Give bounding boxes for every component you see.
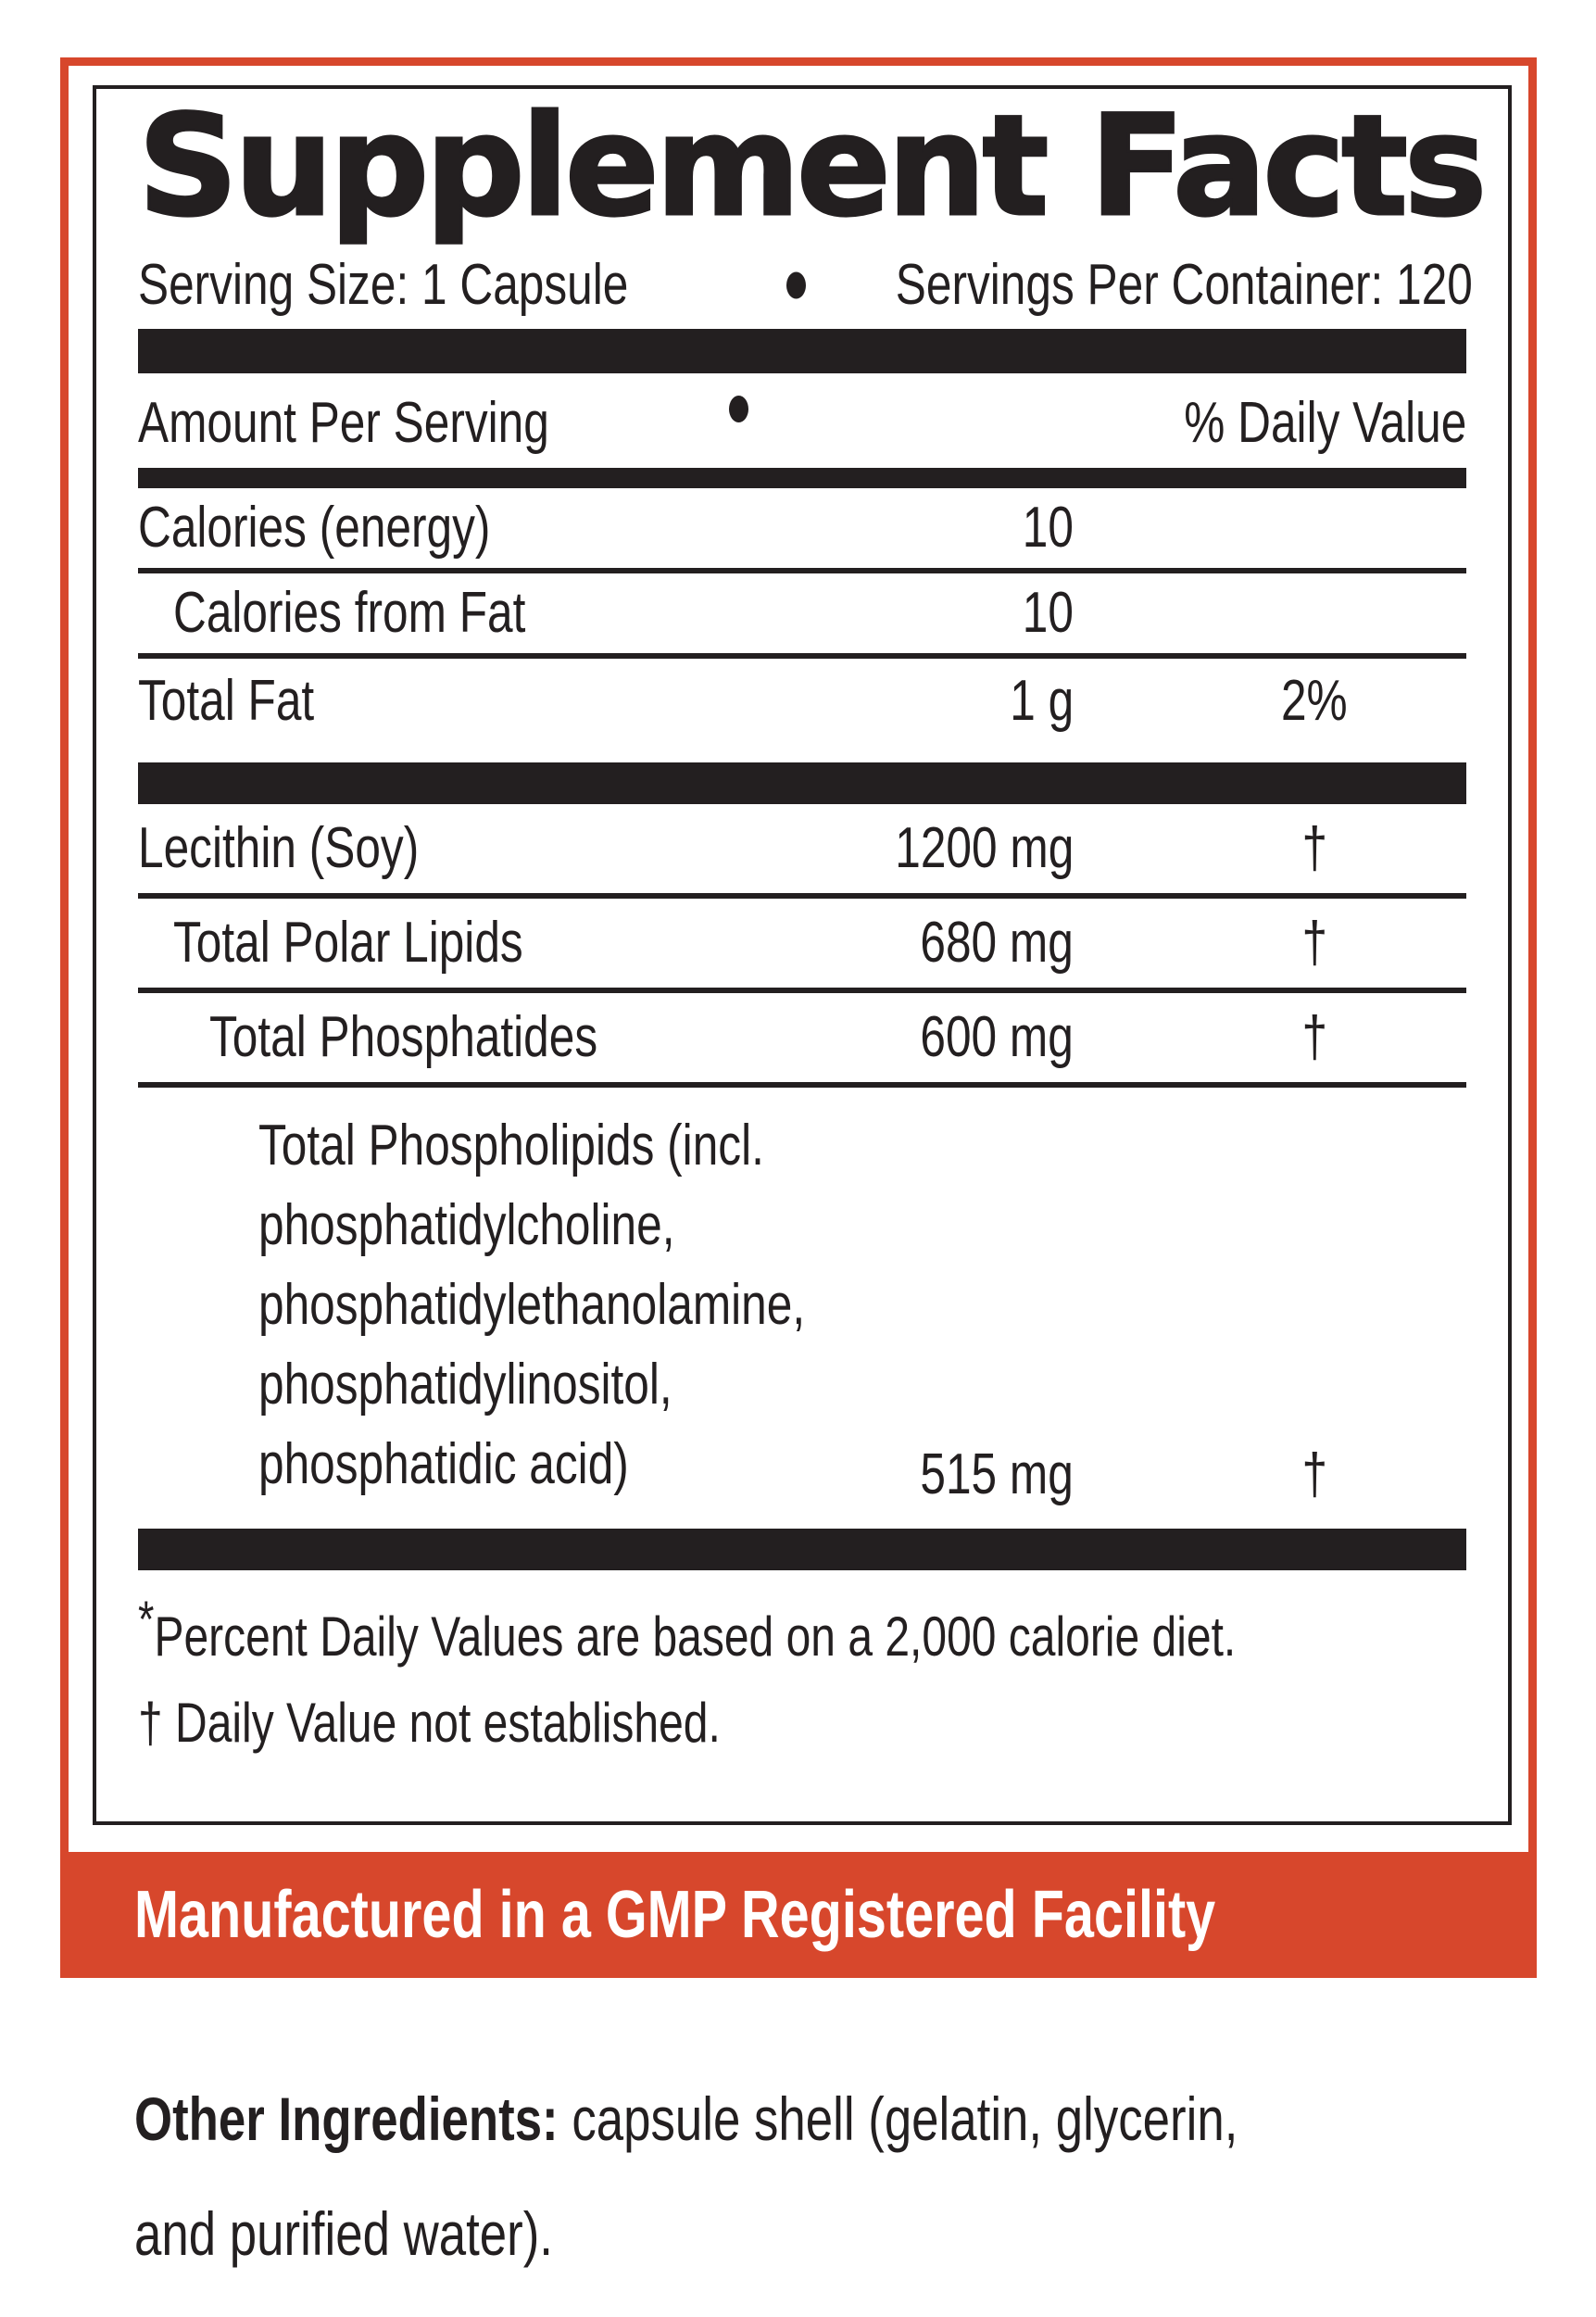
supplement-facts-panel bbox=[93, 85, 1512, 1825]
footnote-daily-value bbox=[138, 1690, 1466, 1757]
serving-size-text: Serving Size: 1 Capsule bbox=[138, 253, 629, 317]
nutrient-daily-value: † bbox=[1301, 1005, 1327, 1069]
nutrient-amount: 10 bbox=[1022, 496, 1074, 560]
gmp-banner bbox=[60, 1852, 1537, 1978]
thick-divider bbox=[138, 1529, 1466, 1570]
nutrient-name: Lecithin (Soy) bbox=[138, 816, 420, 880]
medium-divider bbox=[138, 468, 1466, 488]
nutrient-name: Total Polar Lipids bbox=[173, 911, 523, 975]
nutrient-name: Total Fat bbox=[138, 669, 315, 733]
panel-title: Supplement Facts bbox=[138, 86, 1484, 247]
daily-value-label: % Daily Value bbox=[1183, 391, 1466, 455]
serving-size-row bbox=[138, 253, 1473, 317]
nutrient-name: Calories from Fat bbox=[173, 581, 526, 645]
nutrient-row-calories-from-fat bbox=[138, 573, 1466, 659]
footnote-asterisk: * bbox=[138, 1590, 155, 1648]
nutrient-amount: 1 g bbox=[1010, 669, 1074, 733]
nutrient-daily-value: 2% bbox=[1281, 669, 1348, 733]
nutrient-amount: 1200 mg bbox=[894, 816, 1074, 880]
gmp-banner-text: Manufactured in a GMP Registered Facility bbox=[134, 1878, 1216, 1952]
nutrient-name: Total Phospholipids (incl. phosphatidylcholine, phosphatidylethanolamine, phosphatidylinositol, phosphatidic acid) bbox=[258, 1114, 806, 1496]
footnote-percent-text: Percent Daily Values are based on a 2,000 calorie diet. bbox=[154, 1606, 1237, 1668]
nutrient-name: Total Phosphatides bbox=[209, 1005, 598, 1069]
nutrient-daily-value: † bbox=[1301, 816, 1327, 880]
bullet-dot-icon bbox=[786, 272, 806, 299]
nutrient-row-phospholipids bbox=[138, 1088, 1466, 1529]
label-frame bbox=[60, 57, 1537, 1978]
nutrient-row-polar-lipids bbox=[138, 899, 1466, 993]
nutrient-amount: 680 mg bbox=[920, 911, 1074, 975]
nutrient-daily-value: † bbox=[1301, 911, 1327, 975]
footnote-dagger-text: † Daily Value not established. bbox=[138, 1692, 721, 1754]
nutrient-row-total-fat bbox=[138, 659, 1466, 744]
amount-per-serving-label: Amount Per Serving bbox=[138, 391, 549, 455]
thick-divider bbox=[138, 762, 1466, 804]
other-ingredients-section bbox=[134, 2061, 1579, 2291]
column-header-row bbox=[138, 391, 1466, 455]
other-ingredients-line-1 bbox=[134, 2061, 1238, 2176]
bullet-dot-icon bbox=[729, 396, 748, 422]
nutrient-row-calories bbox=[138, 488, 1466, 573]
footnote-percent-daily-value bbox=[138, 1590, 1466, 1671]
nutrient-row-lecithin bbox=[138, 804, 1466, 899]
nutrient-amount: 600 mg bbox=[920, 1005, 1074, 1069]
nutrient-daily-value bbox=[1208, 498, 1421, 558]
other-ingredients-label: Other Ingredients: bbox=[134, 2084, 559, 2153]
other-ingredients-line-2: and purified water). bbox=[134, 2199, 553, 2268]
servings-per-container-text: Servings Per Container: 120 bbox=[895, 253, 1473, 317]
nutrient-amount: 515 mg bbox=[920, 1442, 1074, 1506]
nutrient-amount: 10 bbox=[1022, 581, 1074, 645]
thick-divider bbox=[138, 329, 1466, 373]
other-ingredients-text: capsule shell (gelatin, glycerin, bbox=[558, 2084, 1238, 2153]
nutrient-name: Calories (energy) bbox=[138, 496, 491, 560]
nutrient-daily-value: † bbox=[1301, 1442, 1327, 1506]
nutrient-row-phosphatides bbox=[138, 993, 1466, 1088]
nutrient-daily-value bbox=[1208, 584, 1421, 643]
